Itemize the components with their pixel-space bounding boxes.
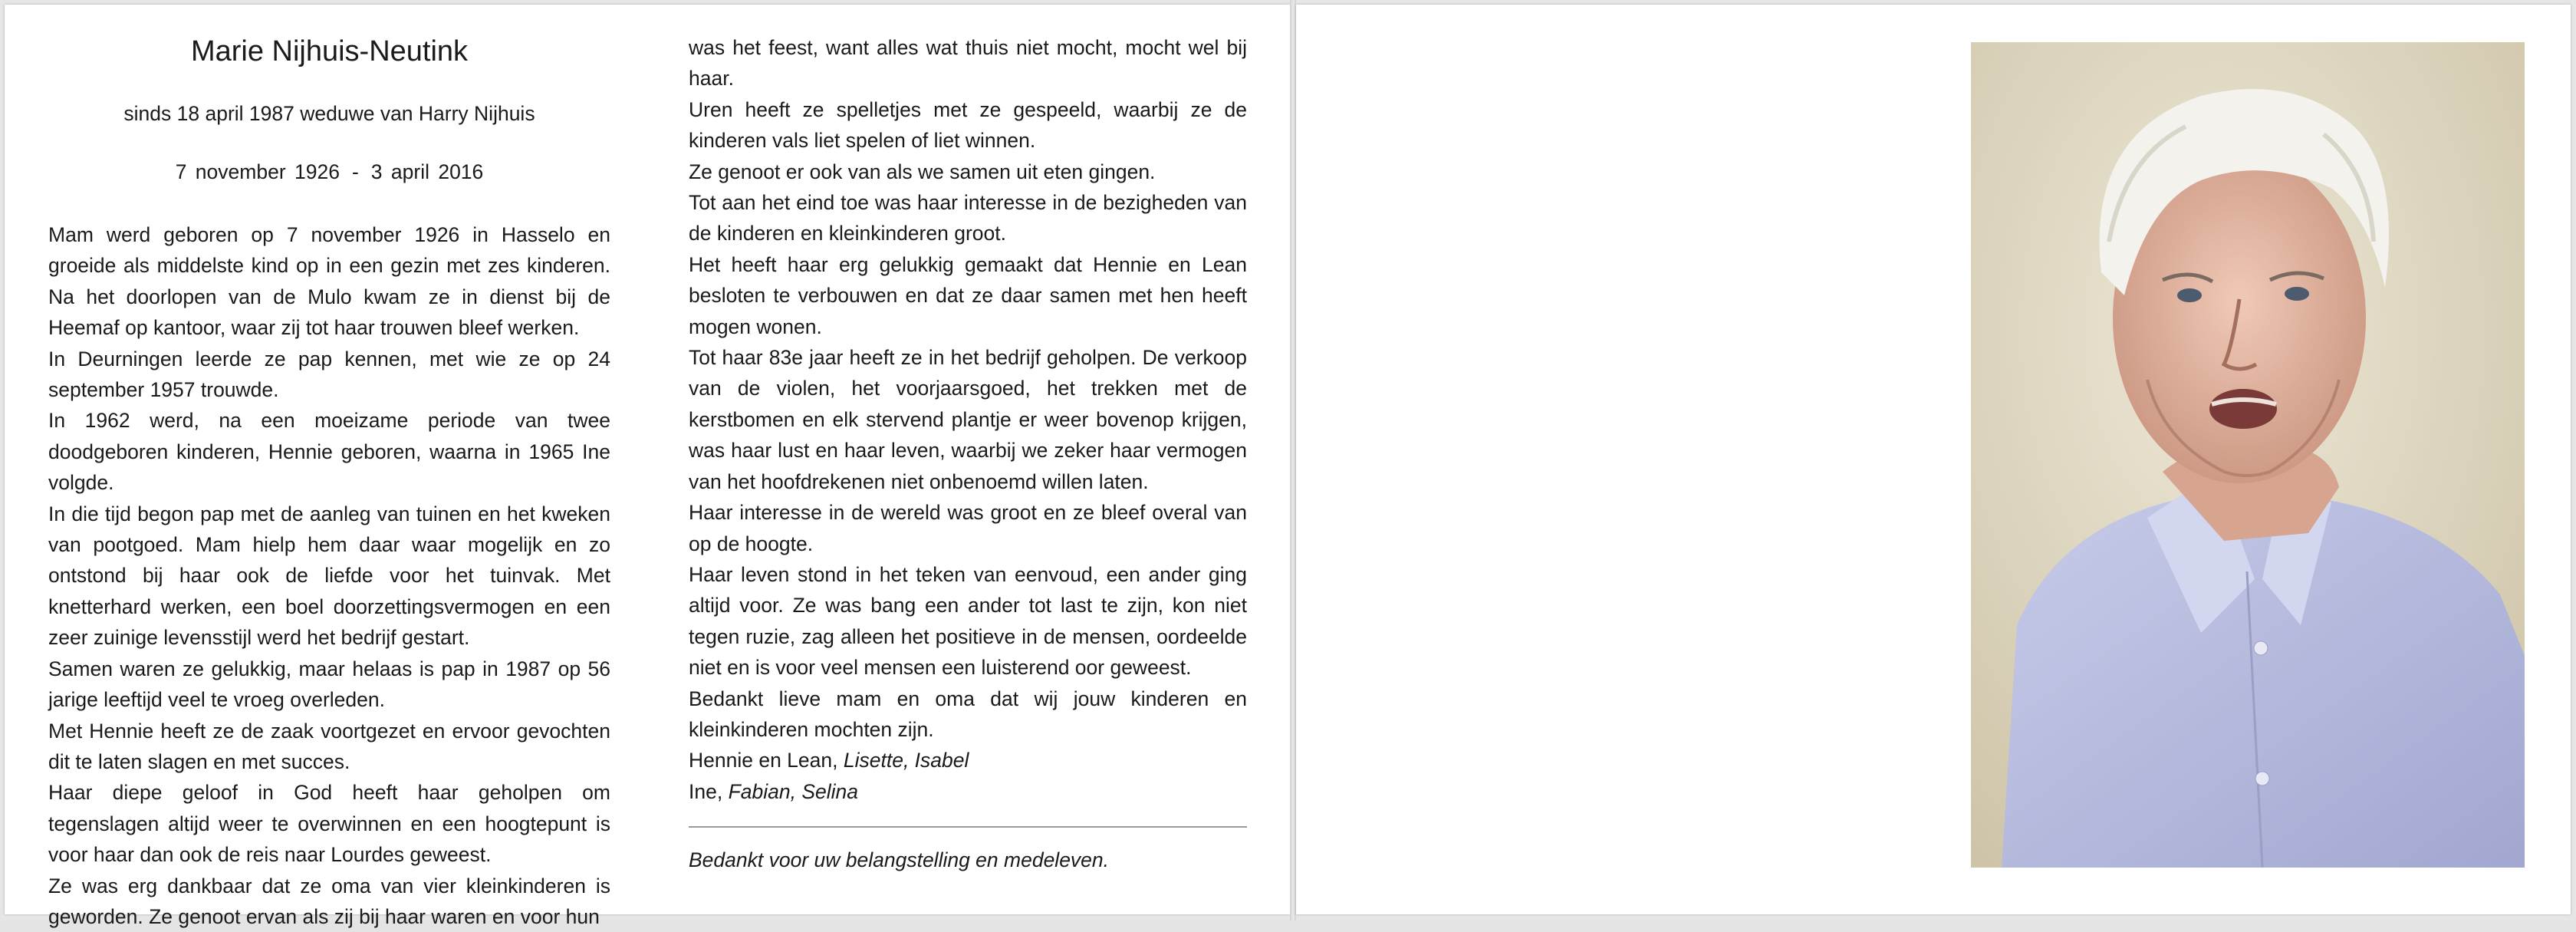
signoff-names: Ine,	[689, 779, 723, 803]
biography-paragraph: Het heeft haar erg gelukkig gemaakt dat Hennie en Lean besloten te verbouwen en dat ze daar samen met hen heeft mogen wonen.	[689, 252, 1247, 338]
portrait-illustration	[1971, 42, 2525, 868]
signoff-names: Hennie en Lean,	[689, 749, 838, 772]
biography-paragraph: Haar leven stond in het teken van eenvoud, een ander ging altijd voor. Ze was bang een ander tot last te zijn, kon niet tegen ruzie, zag alleen het positieve in de mensen, oordeelde niet en is voor veel mensen een luisterend oor geweest.	[689, 562, 1247, 680]
biography-paragraph: Bedankt lieve mam en oma dat wij jouw kinderen en kleinkinderen mochten zijn.	[689, 687, 1247, 741]
biography-paragraph: Samen waren ze gelukkig, maar helaas is pap in 1987 op 56 jarige leeftijd veel te vroeg overleden.	[48, 657, 610, 712]
biography-paragraph: Haar interesse in de wereld was groot en ze bleef overal van op de hoogte.	[689, 501, 1247, 555]
biography-paragraph: Uren heeft ze spelletjes met ze gespeeld, waarbij ze de kinderen vals liet spelen of liet winnen.	[689, 97, 1247, 153]
biography-paragraph: In 1962 werd, na een moeizame periode van twee doodgeboren kinderen, Hennie geboren, waarna in 1965 Ine volgde.	[48, 409, 610, 495]
signoff-line	[689, 776, 1247, 807]
portrait-photo	[1971, 42, 2525, 868]
biography-paragraph: Mam werd geboren op 7 november 1926 in Hasselo en groeide als middelste kind op in een gezin met zes kinderen. Na het doorlopen van de Mulo kwam ze in dienst bij de Heemaf op kantoor, waar zij tot haar trouwen bleef werken.	[48, 223, 610, 340]
signoff-line	[689, 745, 1247, 776]
deceased-name: Marie Nijhuis-Neutink	[190, 35, 469, 68]
signoff-grandchildren: Fabian, Selina	[728, 779, 858, 803]
biography-paragraph: Tot haar 83e jaar heeft ze in het bedrijf geholpen. De verkoop van de violen, het voorjaarsgoed, het trekken met de kerstbomen en elk stervend plantje er weer bovenop krijgen, was haar lust en haar leven, waarbij we zeker haar vermogen van het hoofdrekenen niet onbenoemd willen laten.	[689, 346, 1247, 493]
biography-paragraph: Ze genoot er ook van als we samen uit eten gingen.	[689, 160, 1156, 183]
death-date: 3 april 2016	[370, 160, 484, 183]
life-dates	[48, 156, 610, 187]
biography-paragraph: Tot aan het eind toe was haar interesse in de bezigheden van de kinderen en kleinkinderen groot.	[689, 191, 1247, 245]
biography-paragraph: Met Hennie heeft ze de zaak voortgezet en ervoor gevochten dit te laten slagen en met succes.	[48, 719, 610, 773]
date-separator: -	[351, 160, 359, 183]
biography-paragraph: Ze was erg dankbaar dat ze oma van vier kleinkinderen is geworden. Ze genoot ervan als zij bij haar waren en voor hun	[48, 874, 610, 928]
birth-date: 7 november 1926	[175, 160, 340, 183]
biography-paragraph: In die tijd begon pap met de aanleg van tuinen en het kweken van pootgoed. Mam hielp hem daar waar mogelijk en zo ontstond bij haar ook de liefde voor het tuinvak. Met knetterhard werken, een boel doorzettingsvermogen en een zeer zuinige levensstijl werd het bedrijf gestart.	[48, 502, 610, 650]
widow-line: sinds 18 april 1987 weduwe van Harry Nijhuis	[123, 102, 535, 125]
card-fold	[1290, 0, 1296, 920]
biography-column-right	[689, 32, 1247, 807]
divider-rule	[689, 826, 1247, 828]
biography-column-left	[48, 219, 610, 932]
biography-paragraph: was het feest, want alles wat thuis niet mocht, mocht wel bij haar.	[689, 36, 1247, 91]
biography-paragraph: In Deurningen leerde ze pap kennen, met wie ze op 24 september 1957 trouwde.	[48, 347, 610, 402]
thanks-line: Bedankt voor uw belangstelling en medeleven.	[689, 848, 1110, 871]
biography-paragraph: Haar diepe geloof in God heeft haar geholpen om tegenslagen altijd weer te overwinnen en een hoogtepunt is voor haar dan ook de reis naar Lourdes geweest.	[48, 781, 610, 867]
signoff-grandchildren: Lisette, Isabel	[843, 749, 969, 772]
